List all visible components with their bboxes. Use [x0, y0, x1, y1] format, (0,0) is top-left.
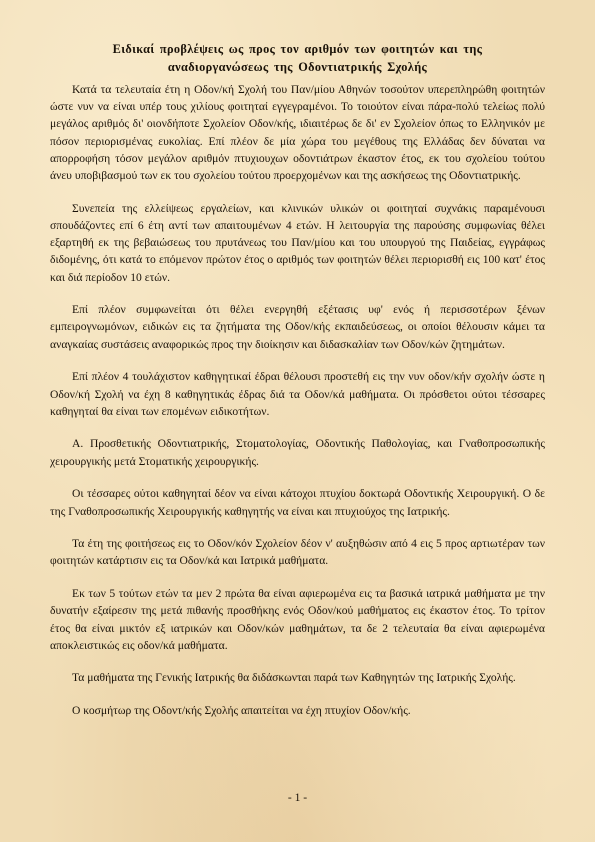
title-line-1: Ειδικαί προβλέψεις ως προς τον αριθμόν των φοιτητών και της	[112, 42, 483, 56]
paragraph-1: Κατά τα τελευταία έτη η Οδον/κή Σχολή του Παν/μίου Αθηνών τοσούτον υπερεπληρώθη φοιτητών ώστε νυν να είναι υπέρ τους χιλίους φοιτηταί εγγεγραμένοι. Το τοιούτον είναι πάρα-πολύ τελείως πολύ μεγάλος αριθμός δι' οιονδήποτε Σχολείον Οδον/κής, ιδιαιτέρως δε δι' εν Σχολείον όπως το Ελληνικόν με πόσον περιορισμένας ευκολίας. Επί πλέον δε μία χώρα του μεγέθους της Ελλάδας δεν δύναται να απορροφήση τόσον μεγάλον αριθμόν πτυχιουχων οδοντιάτρων έκαστον έτος, εκ του σχολείου τούτου άνευ υποβιβασμού των εκ του σχολείου τούτου προερχομένων και της ασκήσεως της Οδοντιατρικής.	[50, 83, 545, 183]
page-number: - 1 -	[287, 791, 308, 804]
paragraph-4: Επί πλέον 4 τουλάχιστον καθηγητικαί έδραι θέλουσι προστεθή εις την νυν οδον/κήν σχολήν ώστε η Οδον/κή Σχολή να έχη 8 καθηγητικάς έδρας διά τα Οδον/κά μαθήματα. Οι πρόσθετοι ούτοι τέσσαρες καθηγηταί θα είναι των επομένων ειδικοτήτων.	[50, 370, 545, 418]
paragraph-5: Α. Προσθετικής Οδοντιατρικής, Στοματολογίας, Οδοντικής Παθολογίας, και Γναθοπροσωπικής χειρουργικής μετά Στοματικής χειρουργικής.	[50, 437, 545, 468]
paragraph-3: Επί πλέον συμφωνείται ότι θέλει ενεργηθή εξέτασις υφ' ενός ή περισσοτέρων ξένων εμπειρογνωμόνων, ειδικών εις τα ζητήματα της Οδον/κής εκπαιδεύσεως, οι οποίοι θέλουσιν κάμει τα αναγκαίας συστάσεις αναφορικώς προς την διοίκησιν και διδασκαλίαν των Οδον/κών ζητημάτων.	[50, 303, 545, 351]
paragraph-9: Τα μαθήματα της Γενικής Ιατρικής θα διδάσκωνται παρά των Καθηγητών της Ιατρικής Σχολής.	[72, 671, 516, 685]
paragraph-10: Ο κοσμήτωρ της Οδοντ/κής Σχολής απαιτείται να έχη πτυχίον Οδον/κής.	[72, 704, 411, 718]
title-line-2: αναδιοργανώσεως της Οδοντιατρικής Σχολής	[167, 60, 428, 74]
paragraph-2: Συνεπεία της ελλείψεως εργαλείων, και κλινικών υλικών οι φοιτηταί συχνάκις παραμένουσι σπουδάζοντες επί 6 έτη αντί των απαιτουμένων 4 ετών. Η λειτουργία της παρούσης συμφωνίας θέλει εξαρτηθή εκ της βεβαιώσεως του πρυτάνεως του Παν/μίου και του υπουργού της Παιδείας, εγγράφως διδομένης, ότι κατά το επόμενον πρώτον έτος ο αριθμός των φοιτητών θέλει περιορισθή εις 100 κατ' έτος και διά περίοδον 10 ετών.	[50, 201, 545, 284]
paragraph-6: Οι τέσσαρες ούτοι καθηγηταί δέον να είναι κάτοχοι πτυχίου δοκτωρά Οδοντικής Χειρουργική. Ο δε της Γναθοπροσωπικής Χειρουργικής καθηγητής να είναι και πτυχιούχος της Ιατρικής.	[50, 487, 545, 518]
paragraph-7: Τα έτη της φοιτήσεως εις το Οδον/κόν Σχολείον δέον ν' αυξηθώσιν από 4 εις 5 προς αρτιωτέραν των φοιτητών κατάρτισιν εις τα Οδον/κά και Ιατρικά μαθήματα.	[50, 537, 545, 568]
paragraph-8: Εκ των 5 τούτων ετών τα μεν 2 πρώτα θα είναι αφιερωμένα εις τα βασικά ιατρικά μαθήματα με την δυνατήν εξαίρεσιν της μετά πιθανής προσθήκης ενός Οδον/κού μαθήματος εις έκαστον έτος. Το τρίτον έτος θα είναι μικτόν εξ ιατρικών και Οδον/κών μαθημάτων, τα δε 2 τελευταία θα είναι αφιερωμένα αποκλειστικώς εις οδον/κά μαθήματα.	[50, 587, 545, 652]
document-title	[50, 40, 545, 76]
